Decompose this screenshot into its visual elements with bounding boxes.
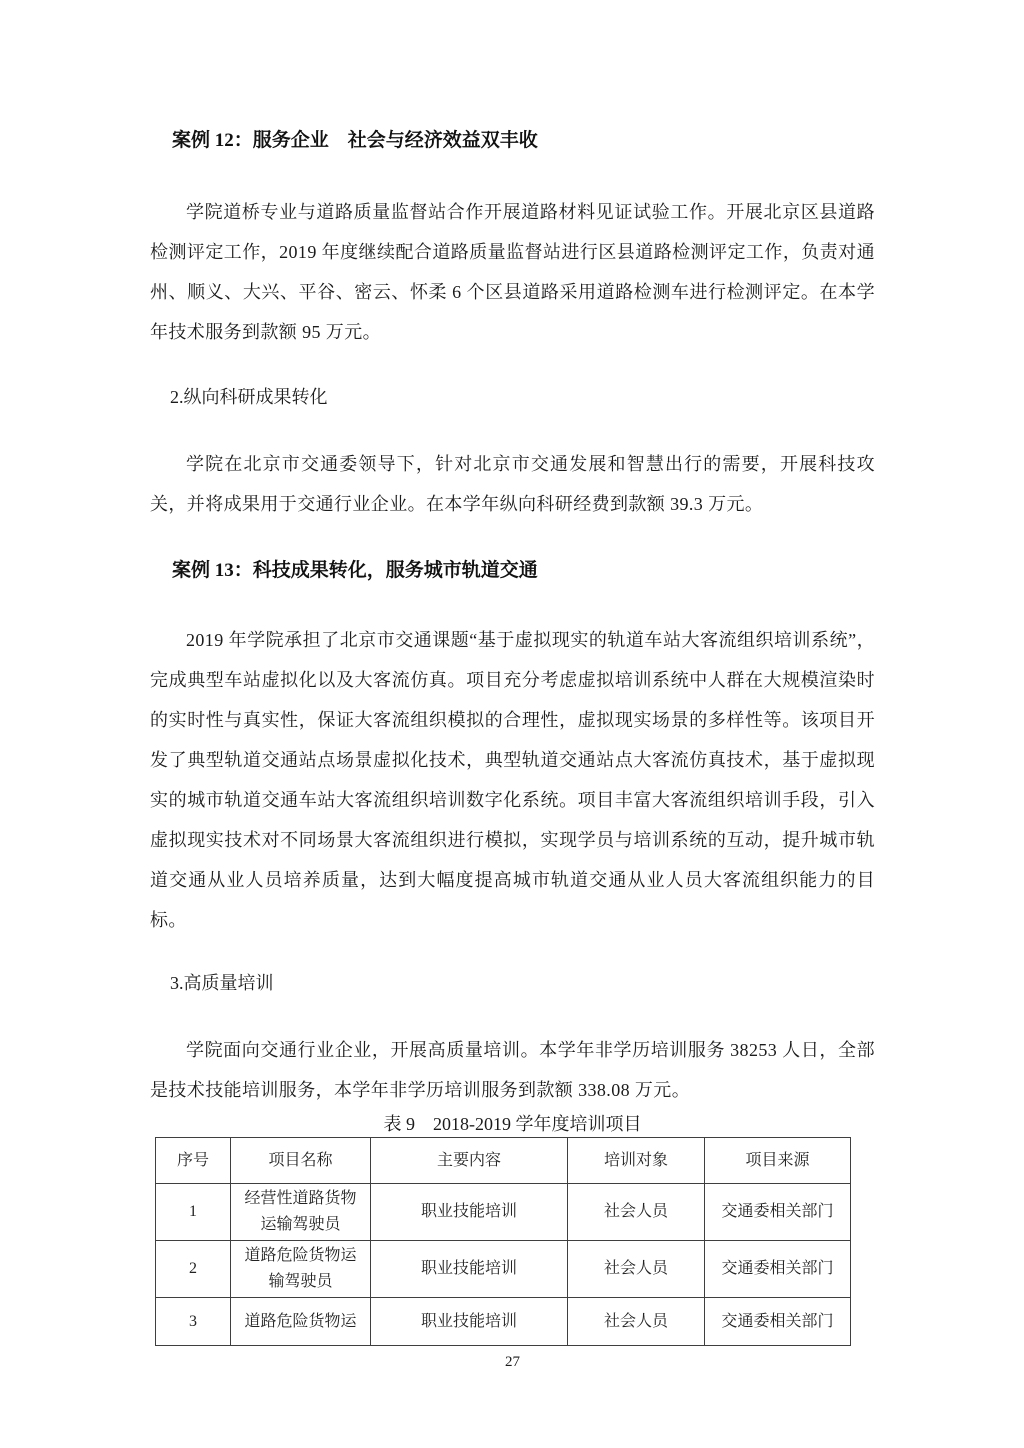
table-cell: 3 — [156, 1298, 231, 1346]
table-cell: 职业技能培训 — [371, 1184, 568, 1241]
table-cell: 职业技能培训 — [371, 1241, 568, 1298]
table-cell: 交通委相关部门 — [705, 1298, 851, 1346]
table-row — [156, 1241, 851, 1298]
table-row — [156, 1298, 851, 1346]
table-cell: 职业技能培训 — [371, 1298, 568, 1346]
table-head — [156, 1138, 851, 1184]
table-caption: 表 9 2018-2019 学年度培训项目 — [383, 1114, 642, 1134]
paragraph-section-2: 学院在北京市交通委领导下，针对北京市交通发展和智慧出行的需要，开展科技攻关，并将成果用于交通行业企业。在本学年纵向科研经费到款额 39.3 万元。 — [150, 454, 875, 514]
table-row — [156, 1184, 851, 1241]
heading-case-12: 案例 12：服务企业 社会与经济效益双丰收 — [172, 130, 538, 151]
page-number: 27 — [505, 1354, 520, 1370]
table-cell: 社会人员 — [568, 1298, 705, 1346]
heading-section-2: 2.纵向科研成果转化 — [170, 387, 328, 407]
table-cell: 道路危险货物运 — [231, 1298, 371, 1346]
heading-section-3: 3.高质量培训 — [170, 973, 274, 993]
table-cell: 社会人员 — [568, 1241, 705, 1298]
table-header-cell: 主要内容 — [371, 1138, 568, 1184]
paragraph-case-13: 2019 年学院承担了北京市交通课题“基于虚拟现实的轨道车站大客流组织培训系统”，完成典型车站虚拟化以及大客流仿真。项目充分考虑虚拟培训系统中人群在大规模渲染时的实时性与真实性，保证大客流组织模拟的合理性，虚拟现实场景的多样性等。该项目开发了典型轨道交通站点场景虚拟化技术，典型轨道交通站点大客流仿真技术，基于虚拟现实的城市轨道交通车站大客流组织培训数字化系统。项目丰富大客流组织培训手段，引入虚拟现实技术对不同场景大客流组织进行模拟，实现学员与培训系统的互动，提升城市轨道交通从业人员培养质量，达到大幅度提高城市轨道交通从业人员大客流组织能力的目标。 — [150, 630, 875, 930]
table-cell: 社会人员 — [568, 1184, 705, 1241]
table-cell: 经营性道路货物运输驾驶员 — [231, 1184, 371, 1241]
paragraph-case-12: 学院道桥专业与道路质量监督站合作开展道路材料见证试验工作。开展北京区县道路检测评定工作，2019 年度继续配合道路质量监督站进行区县道路检测评定工作，负责对通州、顺义、大兴、平谷、密云、怀柔 6 个区县道路采用道路检测车进行检测评定。在本学年技术服务到款额 95 万元。 — [150, 202, 875, 342]
heading-case-13: 案例 13：科技成果转化，服务城市轨道交通 — [172, 560, 538, 581]
table-body — [156, 1184, 851, 1346]
table-header-cell: 项目来源 — [705, 1138, 851, 1184]
training-projects-table — [155, 1137, 851, 1346]
table-cell: 2 — [156, 1241, 231, 1298]
table-header-cell: 序号 — [156, 1138, 231, 1184]
table-header-row — [156, 1138, 851, 1184]
table-cell: 交通委相关部门 — [705, 1184, 851, 1241]
table-header-cell: 培训对象 — [568, 1138, 705, 1184]
table-cell: 交通委相关部门 — [705, 1241, 851, 1298]
table-cell: 道路危险货物运输驾驶员 — [231, 1241, 371, 1298]
table-header-cell: 项目名称 — [231, 1138, 371, 1184]
paragraph-section-3: 学院面向交通行业企业，开展高质量培训。本学年非学历培训服务 38253 人日，全部是技术技能培训服务，本学年非学历培训服务到款额 338.08 万元。 — [150, 1040, 875, 1100]
table-cell: 1 — [156, 1184, 231, 1241]
